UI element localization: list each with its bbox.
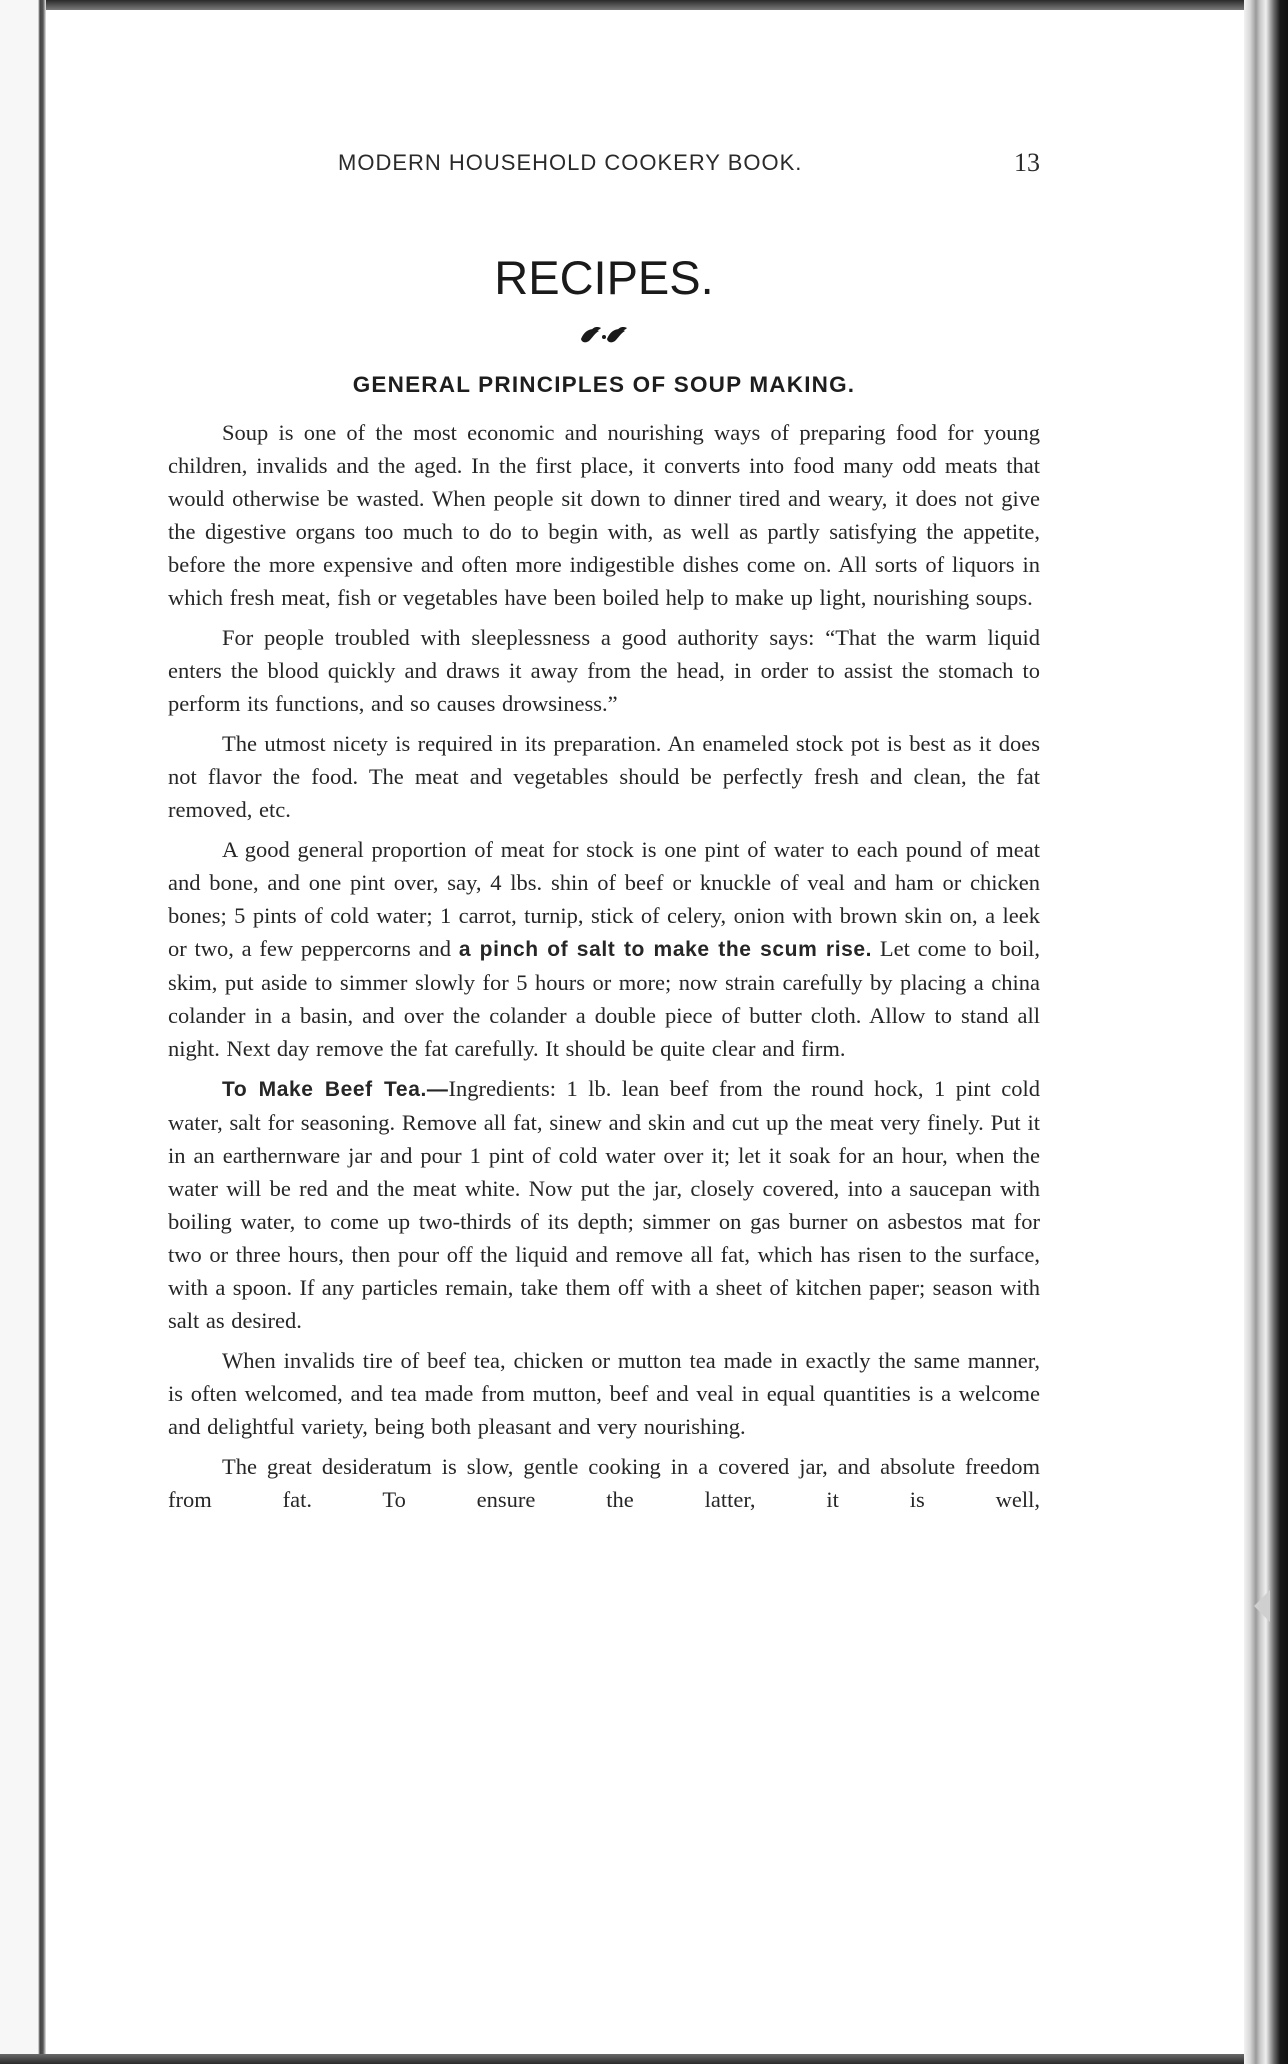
scan-edge-left [0, 0, 46, 2064]
paragraph-desideratum: The great desideratum is slow, gentle cooking in a covered jar, and absolute freedom from fat. To ensure the latter, it is well, [168, 1454, 1040, 1512]
beef-tea-text: Ingredients: 1 lb. lean beef from the round hock, 1 pint cold water, salt for seasoning. Remove all fat, sinew and skin and cut up the meat very finely. Put it in an earthernware jar and pour 1 pint of cold water over it; let it soak for an hour, when the water will be red and the meat white. Now put the jar, closely covered, into a saucepan with boiling water, to come up two-thirds of its depth; simmer on gas burner on asbestos mat for two or three hours, then pour off the liquid and remove all fat, which has risen to the surface, with a spoon. If any particles remain, take them off with a sheet of kitchen paper; season with salt as desired. [168, 1076, 1040, 1333]
paragraph-sleeplessness: For people troubled with sleeplessness a good authority says: “That the warm liquid enters the blood quickly and draws it away from the head, in order to assist the stomach to perform its functions, and so causes drowsiness.” [168, 625, 1040, 716]
paragraph-beef-tea [168, 1072, 1040, 1337]
paragraph-stock-proportion [168, 833, 1040, 1065]
page-tab-marker [1254, 1590, 1270, 1622]
page-number: 13 [1014, 148, 1040, 177]
running-header [168, 150, 1040, 180]
section-heading: GENERAL PRINCIPLES OF SOUP MAKING. [352, 372, 856, 397]
scan-edge-bottom [0, 2054, 1288, 2064]
paragraph-invalids: When invalids tire of beef tea, chicken or mutton tea made in exactly the same manner, is often welcomed, and tea made from mutton, beef and veal in equal quantities is a welcome and delightful variety, being both pleasant and very nourishing. [168, 1348, 1040, 1439]
stock-text-before: A good general proportion of meat for stock is one pint of water to each pound of meat and bone, and one pint over, say, 4 lbs. shin of beef or knuckle of veal and ham or chicken bones; 5 pints of cold water; 1 carrot, turnip, stick of celery, onion with brown skin on, a leek or two, a few peppercorns and [168, 837, 1040, 961]
paragraph-soup-intro: Soup is one of the most economic and nourishing ways of preparing food for young children, invalids and the aged. In the first place, it converts into food many odd meats that would otherwise be wasted. When people sit down to dinner tired and weary, it does not give the digestive organs too much to do to begin with, as well as partly satisfying the appetite, before the more expensive and often more indigestible dishes come on. All sorts of liquors in which fresh meat, fish or vegetables have been boiled help to make up light, nourishing soups. [168, 420, 1040, 610]
chapter-title: RECIPES. [494, 251, 714, 304]
beef-tea-lead: To Make Beef Tea.— [222, 1078, 449, 1101]
fleuron-ornament-icon [577, 325, 633, 345]
scan-edge-right [1244, 0, 1288, 2064]
paragraph-preparation: The utmost nicety is required in its preparation. An enameled stock pot is best as it does not flavor the food. The meat and vegetables should be perfectly fresh and clean, the fat removed, etc. [168, 731, 1040, 822]
stock-emphasis: a pinch of salt to make the scum rise. [458, 938, 873, 961]
running-title: MODERN HOUSEHOLD COOKERY BOOK. [338, 150, 803, 175]
stock-text-after: Let come to boil, skim, put aside to simmer slowly for 5 hours or more; now strain carefully by placing a china colander in a basin, and over the colander a double piece of butter cloth. Allow to stand all night. Next day remove the fat carefully. It should be quite clear and firm. [168, 936, 1040, 1061]
scan-edge-top [0, 0, 1288, 10]
body-text [168, 416, 1040, 1523]
